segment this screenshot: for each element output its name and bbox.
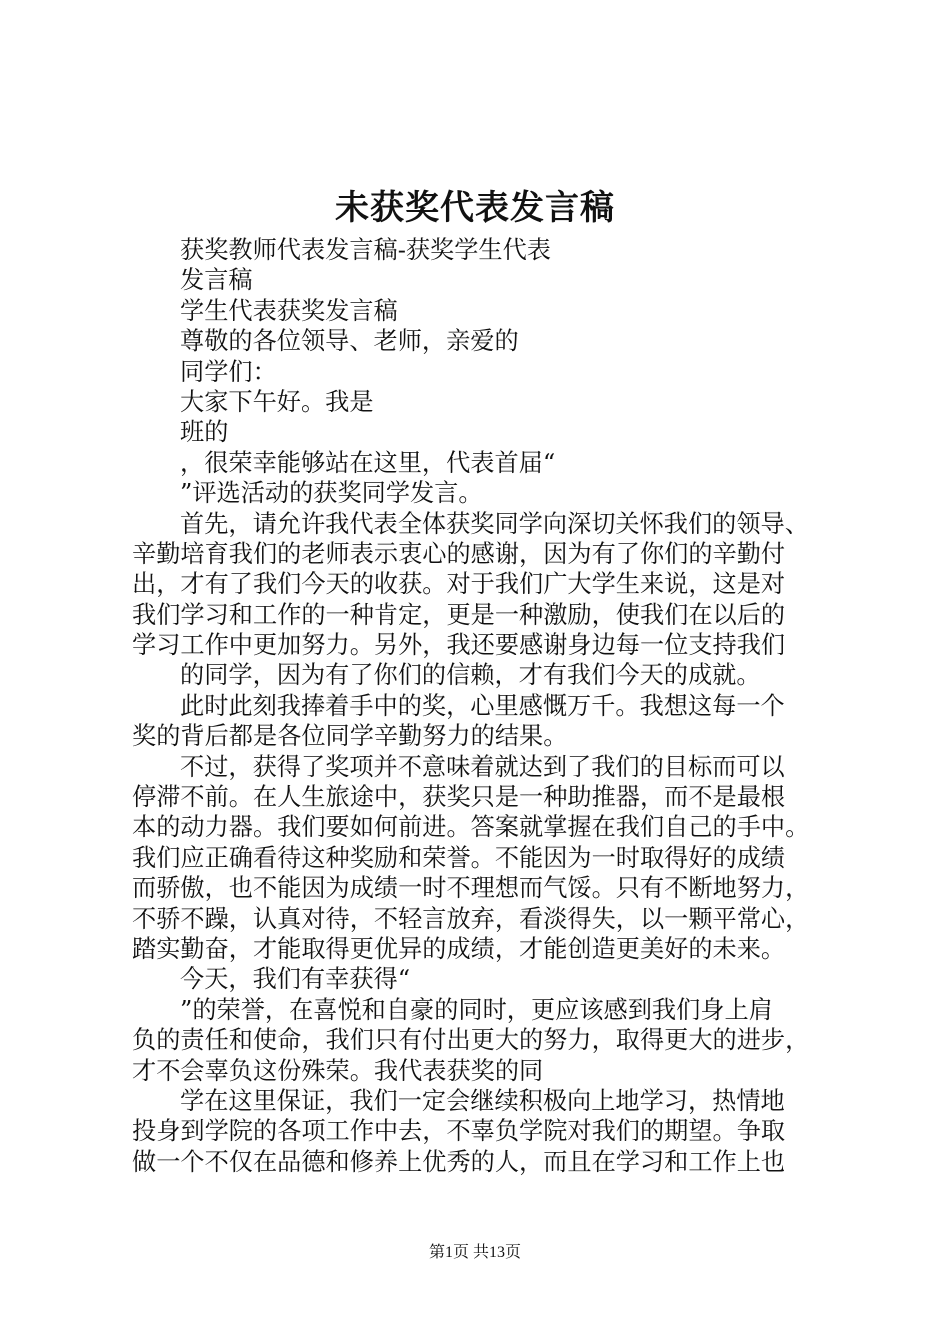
text-line: 负的责任和使命，我们只有付出更大的努力，取得更大的进步， bbox=[132, 1026, 810, 1055]
text-line: 我们应正确看待这种奖励和荣誉。不能因为一时取得好的成绩 bbox=[132, 843, 786, 872]
text-line: 同学们： bbox=[180, 357, 277, 386]
text-line: 发言稿 bbox=[180, 266, 253, 295]
text-line: 此时此刻我捧着手中的奖，心里感慨万千。我想这每一个 bbox=[180, 691, 785, 720]
text-line: 班的 bbox=[180, 418, 229, 447]
text-line: 学习工作中更加努力。另外，我还要感谢身边每一位支持我们 bbox=[132, 631, 786, 660]
text-line: 不过，获得了奖项并不意味着就达到了我们的目标而可以 bbox=[180, 752, 785, 781]
text-line: 大家下午好。我是 bbox=[180, 387, 374, 416]
text-line: 学生代表获奖发言稿 bbox=[180, 296, 398, 325]
document-body bbox=[132, 235, 832, 1177]
text-line: 尊敬的各位领导、老师，亲爱的 bbox=[180, 327, 519, 356]
text-line: 停滞不前。在人生旅途中，获奖只是一种助推器，而不是最根 bbox=[132, 783, 786, 812]
text-line: ，很荣幸能够站在这里，代表首届“ bbox=[180, 448, 556, 477]
text-line: ”评选活动的获奖同学发言。 bbox=[180, 479, 483, 508]
text-line: 本的动力器。我们要如何前进。答案就掌握在我们自己的手中。 bbox=[132, 813, 810, 842]
text-line: 学在这里保证，我们一定会继续积极向上地学习，热情地 bbox=[180, 1086, 785, 1115]
text-line: 做一个不仅在品德和修养上优秀的人，而且在学习和工作上也 bbox=[132, 1147, 786, 1176]
text-line: 而骄傲，也不能因为成绩一时不理想而气馁。只有不断地努力， bbox=[132, 874, 810, 903]
text-line: 的同学，因为有了你们的信赖，才有我们今天的成就。 bbox=[180, 661, 761, 690]
text-line: 获奖教师代表发言稿-获奖学生代表 bbox=[180, 236, 551, 264]
text-line: 奖的背后都是各位同学辛勤努力的结果。 bbox=[132, 722, 568, 751]
text-line: 出，才有了我们今天的收获。对于我们广大学生来说，这是对 bbox=[132, 570, 786, 599]
text-line: ”的荣誉，在喜悦和自豪的同时，更应该感到我们身上肩 bbox=[180, 995, 773, 1024]
document-title: 未获奖代表发言稿 bbox=[335, 188, 615, 228]
text-line: 我们学习和工作的一种肯定，更是一种激励，使我们在以后的 bbox=[132, 600, 786, 629]
page-footer: 第1页 共13页 bbox=[428, 1244, 521, 1261]
text-line: 首先，请允许我代表全体获奖同学向深切关怀我们的领导、 bbox=[180, 509, 809, 538]
text-line: 才不会辜负这份殊荣。我代表获奖的同 bbox=[132, 1056, 544, 1085]
text-line: 不骄不躁，认真对待，不轻言放弃，看淡得失，以一颗平常心， bbox=[132, 904, 810, 933]
text-line: 辛勤培育我们的老师表示衷心的感谢，因为有了你们的辛勤付 bbox=[132, 539, 786, 568]
text-line: 投身到学院的各项工作中去，不辜负学院对我们的期望。争取 bbox=[132, 1117, 786, 1146]
text-line: 踏实勤奋，才能取得更优异的成绩，才能创造更美好的未来。 bbox=[132, 934, 786, 963]
text-line: 今天，我们有幸获得“ bbox=[180, 965, 411, 994]
